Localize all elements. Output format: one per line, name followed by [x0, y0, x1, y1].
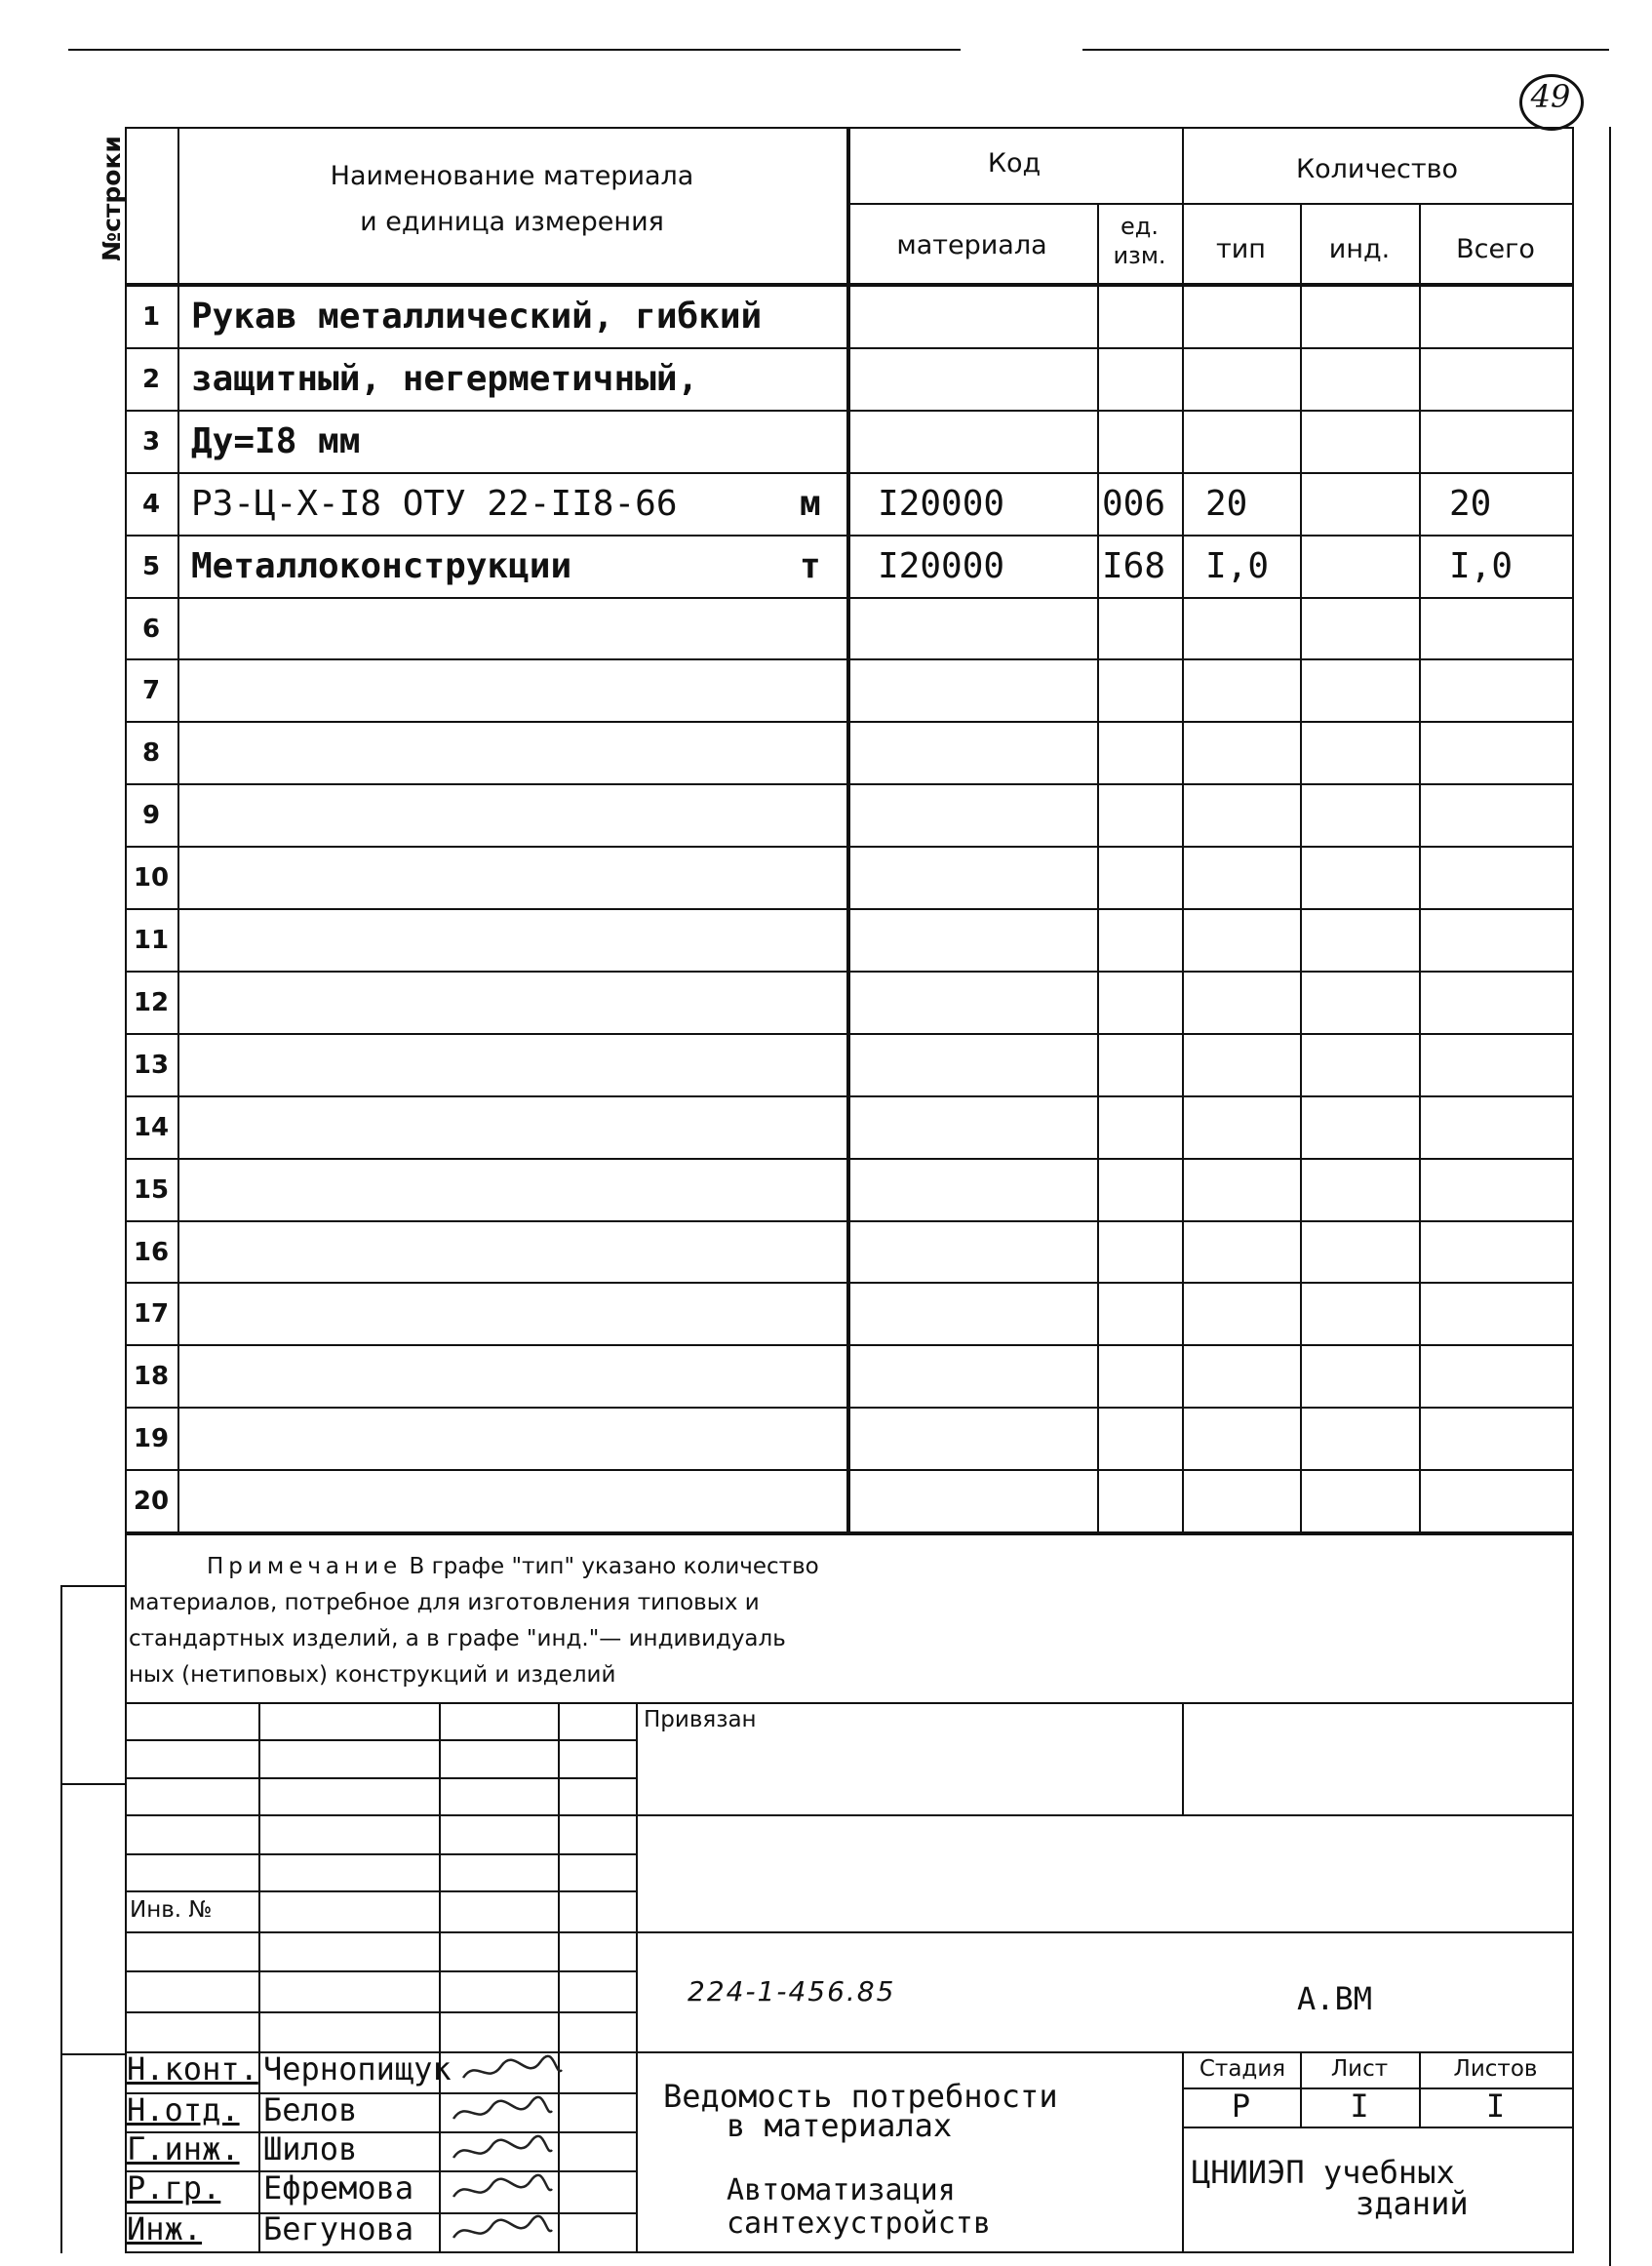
- row-qty-total: I,0: [1449, 546, 1514, 586]
- signer-role: Н.отд.: [127, 2091, 240, 2128]
- margin-line: [60, 2053, 127, 2055]
- stamp-row: [125, 1931, 636, 1933]
- row-divider: [125, 1344, 1573, 1346]
- row-unit: м: [800, 484, 821, 524]
- row-material-code: I20000: [878, 484, 1005, 524]
- row-number: 8: [141, 738, 161, 768]
- header-name-line1: Наименование материала: [330, 161, 694, 191]
- col-divider: [846, 127, 850, 1533]
- org-line1: ЦНИИЭП учебных: [1192, 2154, 1455, 2191]
- header-code-unit-1: ед.: [1121, 213, 1159, 240]
- row-number: 1: [141, 302, 161, 332]
- row-number: 14: [133, 1113, 170, 1142]
- signature-scribble: [449, 2132, 556, 2174]
- row-divider: [125, 783, 1573, 785]
- col-divider: [177, 127, 179, 1533]
- note-right-border: [1572, 1533, 1574, 1844]
- stamp-row: [125, 1853, 636, 1855]
- col-divider: [1300, 205, 1302, 1533]
- stamp-row: [125, 1777, 636, 1779]
- doc-title-2: в материалах: [727, 2107, 953, 2144]
- stamp-row: [125, 1739, 636, 1741]
- signature-scribble: [449, 2212, 556, 2254]
- row-number: 12: [133, 988, 170, 1017]
- inv-label: Инв. №: [130, 1897, 213, 1923]
- doc-mark: А.ВМ: [1297, 1980, 1373, 2017]
- margin-line: [60, 1783, 127, 1785]
- org-line2: зданий: [1356, 2185, 1469, 2222]
- header-name-line2: и единица измерения: [360, 207, 664, 237]
- row-divider: [125, 658, 1573, 660]
- col-divider: [1419, 205, 1421, 1533]
- table-body-bottom: [125, 1531, 1573, 1535]
- row-number: 20: [133, 1487, 170, 1516]
- row-number: 16: [133, 1238, 170, 1267]
- signer-role: Н.конт.: [127, 2050, 258, 2087]
- row-divider: [125, 1407, 1573, 1409]
- row-divider: [125, 846, 1573, 848]
- header-qty-ind: инд.: [1328, 234, 1391, 264]
- header-bottom-border: [125, 283, 1573, 287]
- stamp-row: [636, 2051, 1573, 2053]
- row-qty-total: 20: [1449, 484, 1492, 524]
- doc-code: 224-1-456.85: [688, 1975, 896, 2008]
- col-divider: [1182, 127, 1184, 1533]
- col-divider: [1097, 205, 1099, 1533]
- stamp-col: [636, 1702, 638, 2253]
- row-number: 9: [141, 801, 161, 830]
- header-code-unit-2: изм.: [1113, 242, 1166, 269]
- stamp-row: [125, 1814, 636, 1816]
- sheets-value: I: [1485, 2087, 1506, 2125]
- row-number: 3: [141, 427, 161, 457]
- header-row-no: №строки: [98, 136, 126, 261]
- stamp-row: [636, 1814, 1573, 1816]
- stamp-col: [1182, 2051, 1184, 2253]
- row-divider: [125, 1095, 1573, 1097]
- row-divider: [125, 971, 1573, 973]
- signer-role: Р.гр.: [127, 2169, 221, 2206]
- stage-value: Р: [1231, 2087, 1251, 2125]
- margin-line: [60, 1585, 127, 1587]
- margin-line: [60, 1585, 62, 2253]
- doc-subtitle-1: Автоматизация: [727, 2173, 956, 2207]
- row-divider: [125, 410, 1573, 412]
- signer-name: Ефремова: [263, 2169, 414, 2206]
- stamp-top: [125, 1702, 1573, 1704]
- row-divider: [125, 597, 1573, 599]
- stamp-bottom: [125, 2251, 1573, 2253]
- row-divider: [125, 347, 1573, 349]
- row-divider: [125, 721, 1573, 723]
- row-number: 13: [133, 1051, 170, 1080]
- right-frame-border: [1609, 127, 1611, 2266]
- sheets-label: Листов: [1453, 2056, 1538, 2082]
- row-divider: [125, 1033, 1573, 1035]
- table-right-border: [1572, 127, 1574, 1533]
- row-number: 19: [133, 1424, 170, 1453]
- row-name: Металлоконструкции: [191, 546, 572, 586]
- signature-scribble: [449, 2171, 556, 2213]
- row-number: 5: [141, 552, 161, 581]
- row-number: 2: [141, 365, 161, 394]
- row-divider: [125, 472, 1573, 474]
- sheet-label: Лист: [1330, 2056, 1389, 2082]
- row-unit: т: [800, 546, 821, 586]
- note-title: Примечание: [207, 1554, 403, 1579]
- stamp-row: [125, 1970, 636, 1972]
- note-line3: стандартных изделий, а в графе "инд."— индивидуаль: [129, 1626, 786, 1651]
- row-number: 18: [133, 1362, 170, 1391]
- signer-name: Шилов: [263, 2130, 358, 2167]
- top-rule-left: [68, 49, 961, 51]
- row-divider: [125, 1469, 1573, 1471]
- row-divider: [125, 1282, 1573, 1284]
- row-name: Ду=I8 мм: [191, 421, 361, 461]
- signature-scribble: [449, 2093, 556, 2135]
- signer-name: Чернопищук: [263, 2050, 452, 2087]
- row-qty-type: I,0: [1205, 546, 1270, 586]
- note-line4: ных (нетиповых) конструкций и изделий: [129, 1662, 616, 1688]
- row-divider: [125, 1220, 1573, 1222]
- row-name: Рукав металлический, гибкий: [191, 297, 763, 337]
- row-name: РЗ-Ц-Х-I8 ОТУ 22-II8-66: [191, 484, 678, 524]
- signer-name: Белов: [263, 2091, 358, 2128]
- header-divider: [846, 203, 1573, 205]
- header-code-material: материала: [896, 230, 1047, 260]
- stamp-row: [636, 1931, 1573, 1933]
- signer-name: Бегунова: [263, 2210, 414, 2247]
- stage-label: Стадия: [1199, 2056, 1286, 2082]
- row-number: 17: [133, 1299, 170, 1329]
- row-unit-code: I68: [1102, 546, 1166, 586]
- signer-role: Г.инж.: [127, 2130, 240, 2167]
- row-number: 4: [141, 490, 161, 519]
- signature-scribble: [458, 2052, 566, 2094]
- header-qty-group: Количество: [1295, 154, 1459, 184]
- stamp-row: [1182, 2127, 1572, 2128]
- header-qty-type: тип: [1216, 234, 1266, 264]
- row-divider: [125, 908, 1573, 910]
- top-rule-right: [1082, 49, 1609, 51]
- signer-role: Инж.: [127, 2210, 203, 2247]
- stamp-col: [1182, 1702, 1184, 1814]
- row-divider: [125, 1158, 1573, 1160]
- bound-label: Привязан: [644, 1707, 757, 1732]
- row-material-code: I20000: [878, 546, 1005, 586]
- header-qty-total: Всего: [1456, 234, 1535, 264]
- sheet-number: 49: [1530, 78, 1571, 115]
- row-number: 7: [141, 676, 161, 705]
- doc-subtitle-2: сантехустройств: [727, 2206, 991, 2241]
- row-unit-code: 006: [1102, 484, 1166, 524]
- row-number: 10: [133, 863, 170, 893]
- row-number: 11: [133, 926, 170, 955]
- row-qty-type: 20: [1205, 484, 1248, 524]
- row-number: 6: [141, 615, 161, 644]
- header-code-group: Код: [987, 148, 1042, 179]
- sheet-value: I: [1350, 2087, 1369, 2125]
- doc-title-1: Ведомость потребности: [663, 2078, 1058, 2115]
- row-name: защитный, негерметичный,: [191, 359, 699, 399]
- stamp-right-border: [1572, 1844, 1574, 2253]
- row-number: 15: [133, 1175, 170, 1205]
- stamp-row: [125, 2011, 636, 2013]
- stamp-row: [125, 1890, 636, 1892]
- note-line2: материалов, потребное для изготовления типовых и: [129, 1590, 760, 1615]
- row-divider: [125, 535, 1573, 537]
- note-line1: В графе "тип" указано количество: [409, 1554, 819, 1579]
